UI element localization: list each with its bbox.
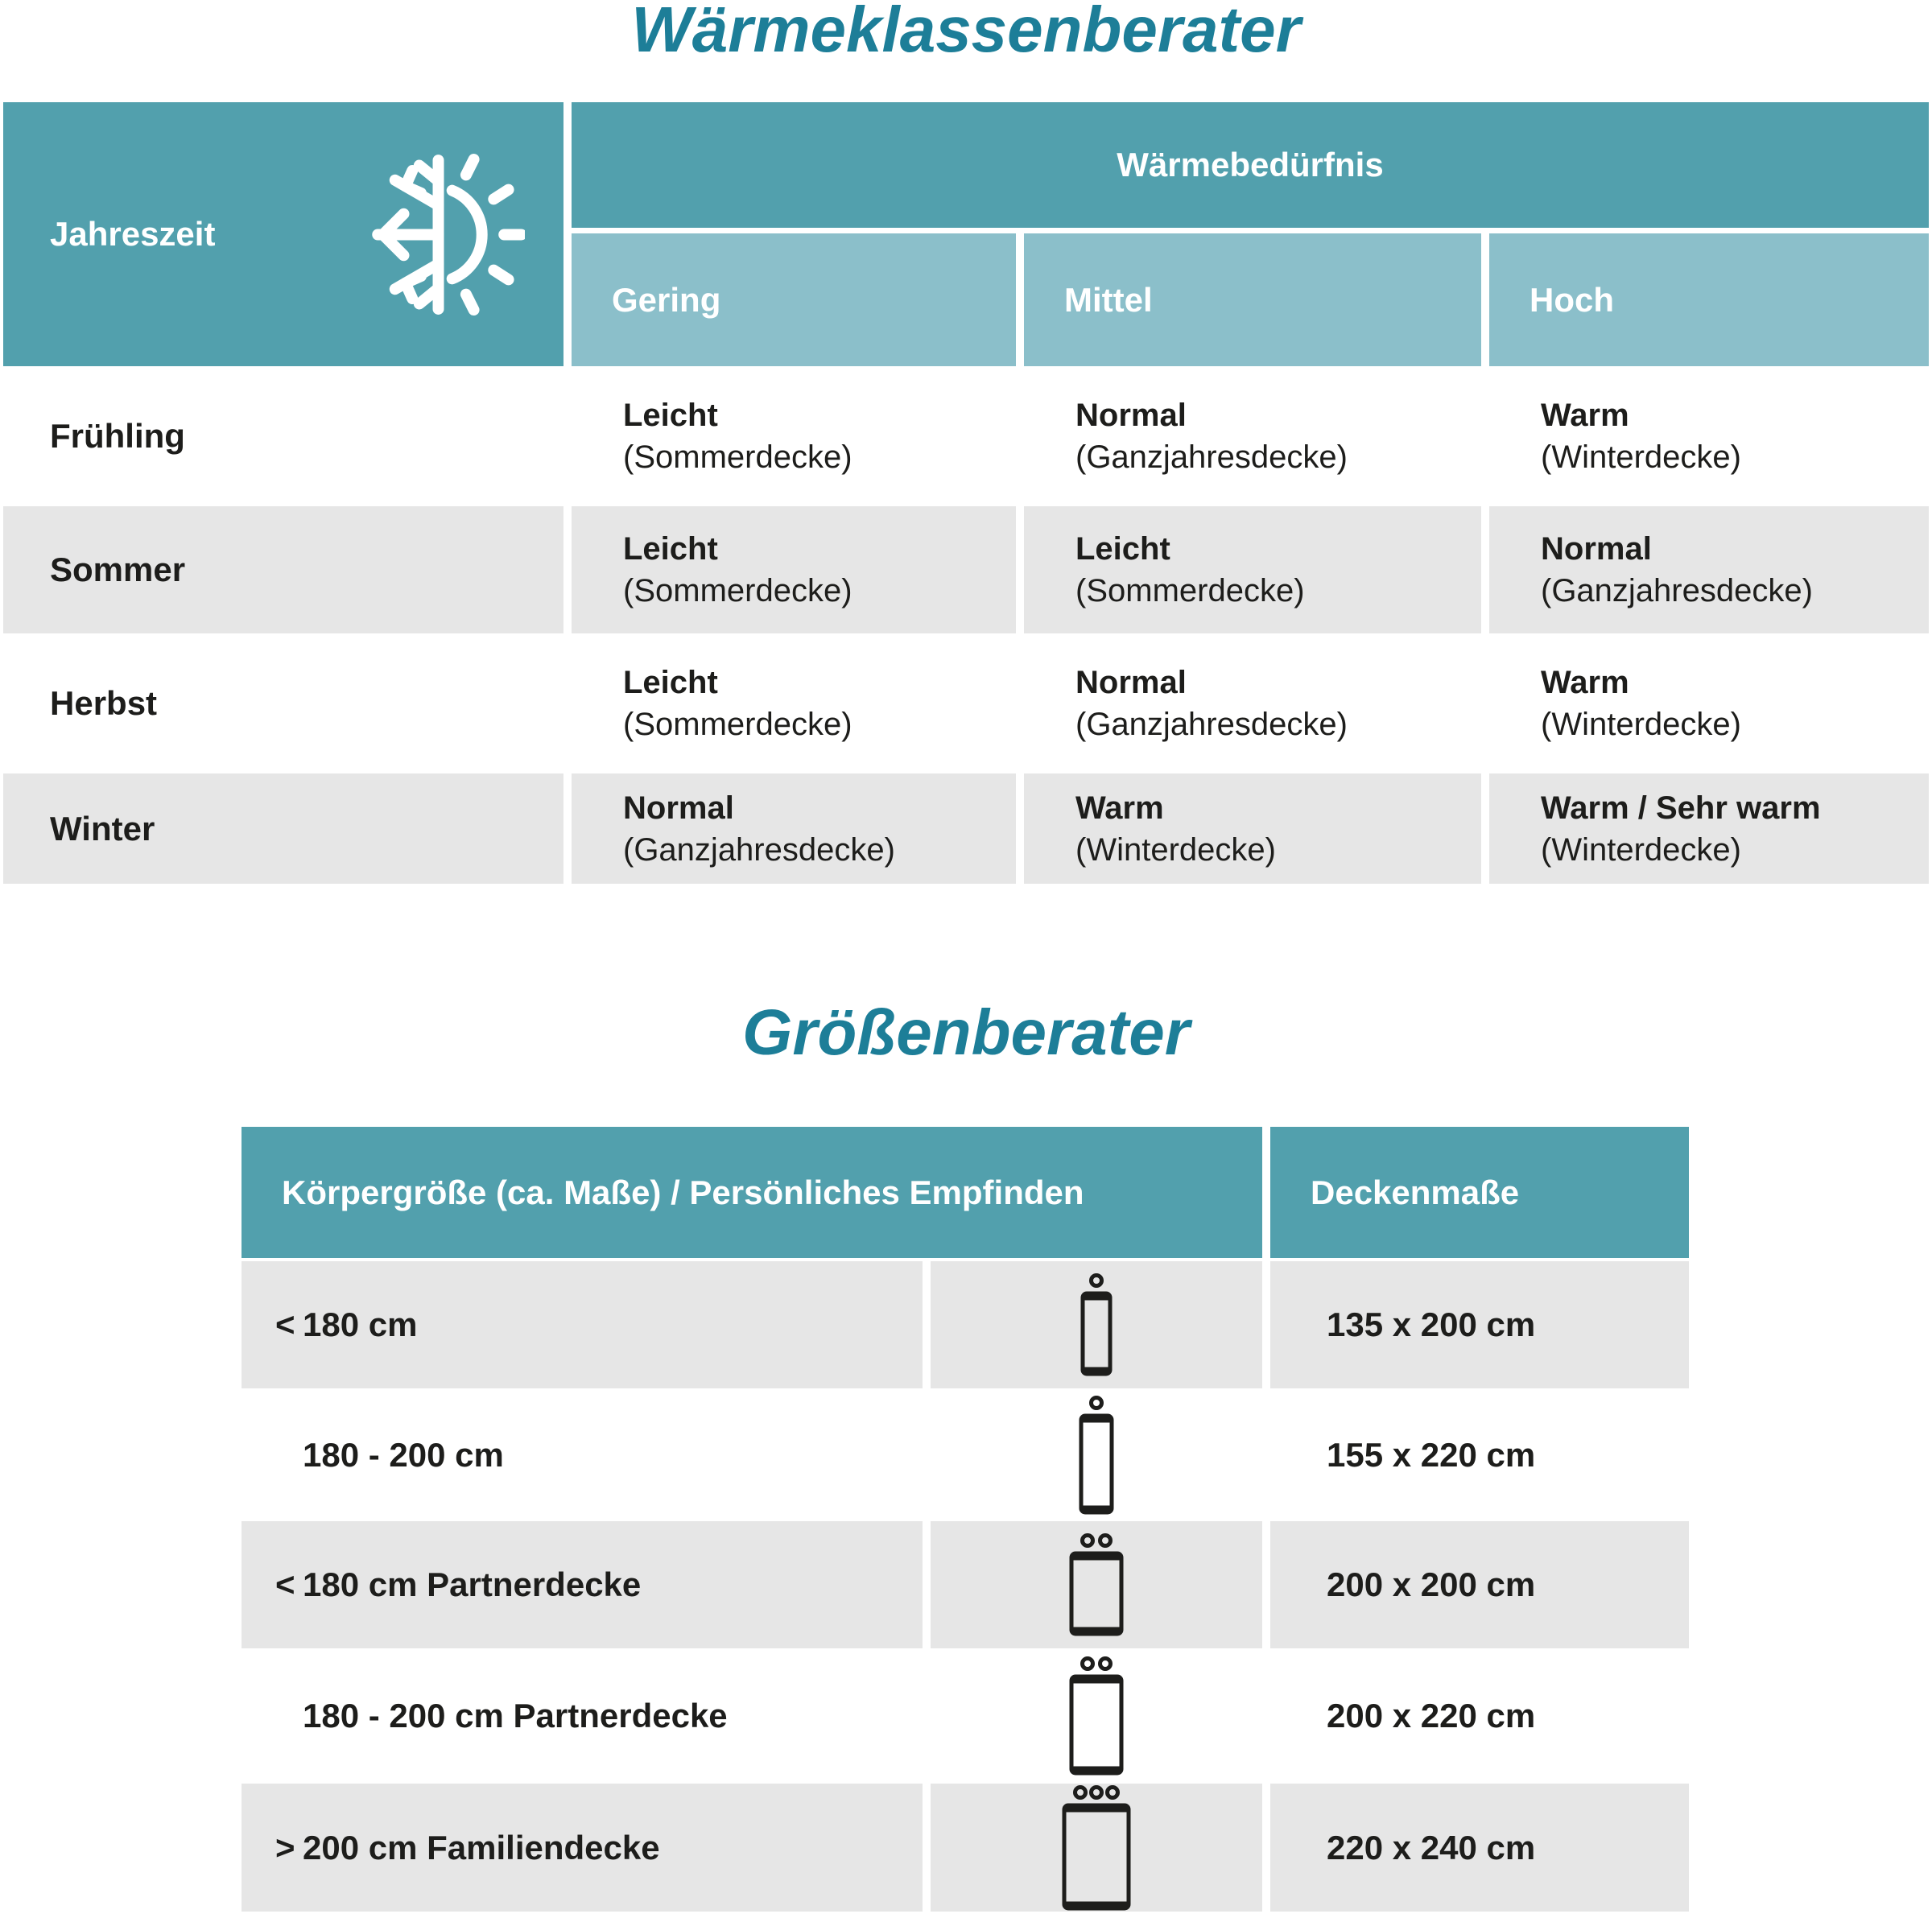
body-height-header: Körpergröße (ca. Maße) / Persönliches Empfinden: [242, 1127, 1262, 1258]
blanket-type: (Sommerdecke): [623, 439, 852, 475]
blanket-type: (Winterdecke): [1541, 707, 1741, 742]
height-text: 200 cm Familiendecke: [303, 1828, 660, 1866]
warmth-level: Normal: [1075, 398, 1187, 433]
warmth-level: Warm: [1075, 790, 1164, 826]
warmth-level: Leicht: [623, 665, 718, 700]
height-label: [242, 1784, 923, 1912]
size-table-title: Größenberater: [742, 996, 1190, 1068]
jahreszeit-header-cell: [3, 102, 564, 366]
blanket-size: 200 x 220 cm: [1270, 1652, 1689, 1780]
table-cell: [572, 773, 1016, 884]
icon-cell: [931, 1784, 1262, 1912]
season-label: Sommer: [3, 506, 564, 633]
table-cell: [1024, 639, 1481, 768]
table-cell: [1489, 506, 1929, 633]
column-header-gering: Gering: [572, 233, 1016, 366]
blanket-type: (Winterdecke): [1075, 831, 1276, 868]
comparison-sign: >: [275, 1828, 295, 1866]
blanket-type: (Winterdecke): [1541, 831, 1741, 868]
table-cell: [572, 639, 1016, 768]
season-label: Winter: [3, 773, 564, 884]
blanket-size-header: Deckenmaße: [1270, 1127, 1689, 1258]
warmth-level: Leicht: [623, 531, 718, 567]
blanket-type: (Ganzjahresdecke): [623, 831, 895, 868]
table-cell: [572, 372, 1016, 501]
table-cell: [1489, 639, 1929, 768]
height-label: [242, 1521, 923, 1648]
size-table: [242, 1127, 1689, 1912]
blanket-type: (Ganzjahresdecke): [1075, 439, 1348, 475]
snowflake-sun-icon: [352, 148, 525, 321]
blanket-size: 155 x 220 cm: [1270, 1392, 1689, 1518]
table-cell: [1024, 372, 1481, 501]
blanket-size: 200 x 200 cm: [1270, 1521, 1689, 1648]
season-label: Frühling: [3, 372, 564, 501]
icon-cell: [931, 1652, 1262, 1780]
warmth-level: Normal: [1075, 665, 1187, 700]
comparison-sign: <: [275, 1305, 295, 1343]
blanket-type: (Sommerdecke): [623, 573, 852, 608]
two-person-icon: [1065, 1532, 1128, 1637]
warmth-level: Leicht: [623, 398, 718, 433]
height-label: [242, 1652, 923, 1780]
blanket-size: 135 x 200 cm: [1270, 1261, 1689, 1388]
height-text: 180 cm Partnerdecke: [303, 1565, 642, 1603]
height-text: 180 cm: [303, 1305, 418, 1343]
jahreszeit-label: Jahreszeit: [50, 215, 216, 253]
three-person-icon: [1059, 1784, 1133, 1912]
warmth-level: Normal: [623, 790, 734, 826]
comparison-sign: <: [275, 1565, 295, 1603]
one-person-icon: [1074, 1272, 1119, 1377]
height-label: [242, 1261, 923, 1388]
warmth-level: Warm: [1541, 665, 1629, 700]
two-person-tall-icon: [1065, 1656, 1128, 1776]
blanket-size: 220 x 240 cm: [1270, 1784, 1689, 1912]
warmth-level: Normal: [1541, 531, 1652, 567]
season-label: Herbst: [3, 639, 564, 768]
blanket-type: (Sommerdecke): [623, 707, 852, 742]
table-cell: [1024, 506, 1481, 633]
icon-cell: [931, 1521, 1262, 1648]
height-text: 180 - 200 cm: [303, 1435, 504, 1474]
table-cell: [572, 506, 1016, 633]
warmth-table: [3, 102, 1929, 884]
warmth-need-header: Wärmebedürfnis: [572, 102, 1929, 228]
height-text: 180 - 200 cm Partnerdecke: [303, 1697, 728, 1734]
warmth-level: Warm / Sehr warm: [1541, 790, 1821, 826]
column-header-hoch: Hoch: [1489, 233, 1929, 366]
blanket-type: (Ganzjahresdecke): [1075, 707, 1348, 742]
warmth-level: Warm: [1541, 398, 1629, 433]
height-label: [242, 1392, 923, 1518]
warmth-table-title: Wärmeklassenberater: [631, 0, 1301, 65]
blanket-type: (Sommerdecke): [1075, 573, 1305, 608]
table-cell: [1489, 773, 1929, 884]
icon-cell: [931, 1261, 1262, 1388]
one-person-tall-icon: [1073, 1395, 1120, 1516]
table-cell: [1489, 372, 1929, 501]
table-cell: [1024, 773, 1481, 884]
icon-cell: [931, 1392, 1262, 1518]
column-header-mittel: Mittel: [1024, 233, 1481, 366]
warmth-level: Leicht: [1075, 531, 1170, 567]
blanket-type: (Winterdecke): [1541, 439, 1741, 475]
blanket-type: (Ganzjahresdecke): [1541, 573, 1813, 608]
